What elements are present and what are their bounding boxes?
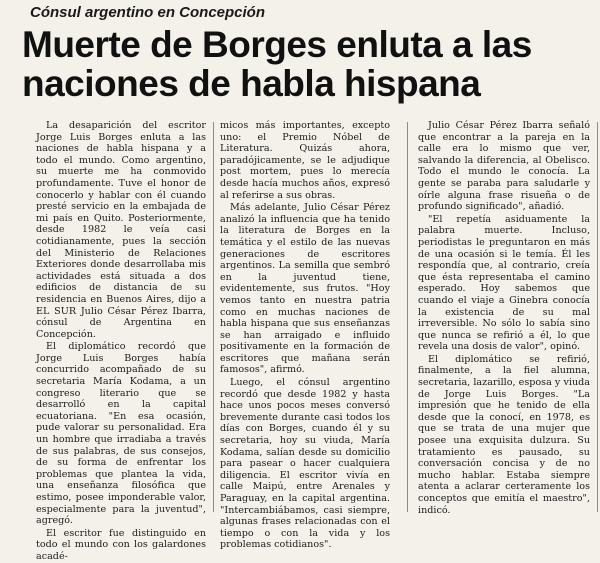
paragraph: El escritor fue distinguido en todo el mundo con los galardones acadé- bbox=[36, 527, 206, 562]
column-1 bbox=[36, 120, 206, 562]
column-3 bbox=[418, 120, 590, 515]
paragraph: micos más importantes, excepto uno: el Premio Nóbel de Literatura. Quizás ahora, paradójicamente, se le adjudique post mortem, pues lo merecía desde hacía muchos años, expresó al referirse a sus obras. bbox=[220, 120, 390, 201]
paragraph: "El repetía asiduamente la palabra muerte. Incluso, periodistas le preguntaron en más de una ocasión si le temía. Él les respondía que, al contrario, creía que ésta representaba el camino esperado. Hoy sabemos que cuando el viaje a Ginebra conocía la existencia de su mal irreversible. No sólo lo sabía sino que nunca se refirió a él, lo que revela una dosis de valor", opinó. bbox=[418, 213, 590, 353]
paragraph: Más adelante, Julio César Pérez analizó la influencia que ha tenido la literatura de Borges en la temática y el estilo de las nuevas generaciones de escritores argentinos. La semilla que sembró en la juventud tiene, evidentemente, sus frutos. "Hoy vemos tanto en nuestra patria como en muchas naciones de habla hispana que sus enseñanzas se han arraigado e influido positivamente en la formación de escritores que mañana serán famosos", afirmó. bbox=[220, 202, 390, 376]
paragraph: El diplomático recordó que Jorge Luis Borges había concurrido acompañado de su secretaria María Kodama, a un congreso literario que se desarrolló en la capital ecuatoriana. "En esa ocasión, pude valorar su personalidad. Era un hombre que irradiaba a través de sus palabras, de sus consejos, de su forma de enfrentar los problemas que plantea la vida, una enseñanza filosófica que estimo, posee imponderable valor, especialmente para la juventud", agregó. bbox=[36, 341, 206, 527]
headline-line-1: Muerte de Borges enluta a las bbox=[22, 24, 532, 65]
article-headline bbox=[22, 25, 592, 103]
article-body bbox=[0, 120, 600, 562]
column-2 bbox=[220, 120, 390, 551]
paragraph: El diplomático se refirió, finalmente, a la fiel alumna, secretaria, lazarillo, esposa y viuda de Jorge Luis Borges. "La impresión que he tenido de ella desde que la conocí, en 1978, es que se trata de una mujer que posee una exquisita dulzura. Su tratamiento es pausado, su conversación concisa y de no mucho hablar. Estaba siempre atenta a aclarar certeramente los conceptos que emitía el maestro", indicó. bbox=[418, 353, 590, 516]
paragraph: La desaparición del escritor Jorge Luis Borges enluta a las naciones de habla hispana y a todo el mundo. Como argentino, su muerte me ha conmovido profundamente. Tuve el honor de conocerlo y hablar con él cuando presté servicio en la embajada de mi país en Quito. Posteriormente, desde 1982 le veía casi cotidianamente, pues la sección del Ministerio de Relaciones Exteriores donde desarrollaba mis actividades está situada a dos edificios de distancia de su residencia en Buenos Aires, dijo a EL SUR Julio César Pérez Ibarra, cónsul de Argentina en Concepción. bbox=[36, 120, 206, 340]
paragraph: Luego, el cónsul argentino recordó que desde 1982 y hasta hace unos pocos meses conversó brevemente durante casi todos los días con Borges, cuando él y su secretaria, hoy su viuda, María Kodama, salían desde su domicilio para pasear o hacer cualquiera diligencia. El escritor vivía en calle Maipú, entre Arenales y Paraguay, en la capital argentina. "Intercambiábamos, casi siempre, algunas frases relacionadas con el tiempo o con la vida y los problemas cotidianos". bbox=[220, 377, 390, 551]
article-kicker: Cónsul argentino en Concepción bbox=[30, 4, 266, 21]
headline-line-2: naciones de habla hispana bbox=[22, 63, 481, 104]
paragraph: Julio César Pérez Ibarra señaló que encontrar a la pareja en la calle era lo mismo que ver, salvando la diferencia, al Obelisco. Todo el mundo le conocía. La gente se paraba para saludarle y oírle alguna frase risueña o de profundo significado", añadió. bbox=[418, 120, 590, 213]
